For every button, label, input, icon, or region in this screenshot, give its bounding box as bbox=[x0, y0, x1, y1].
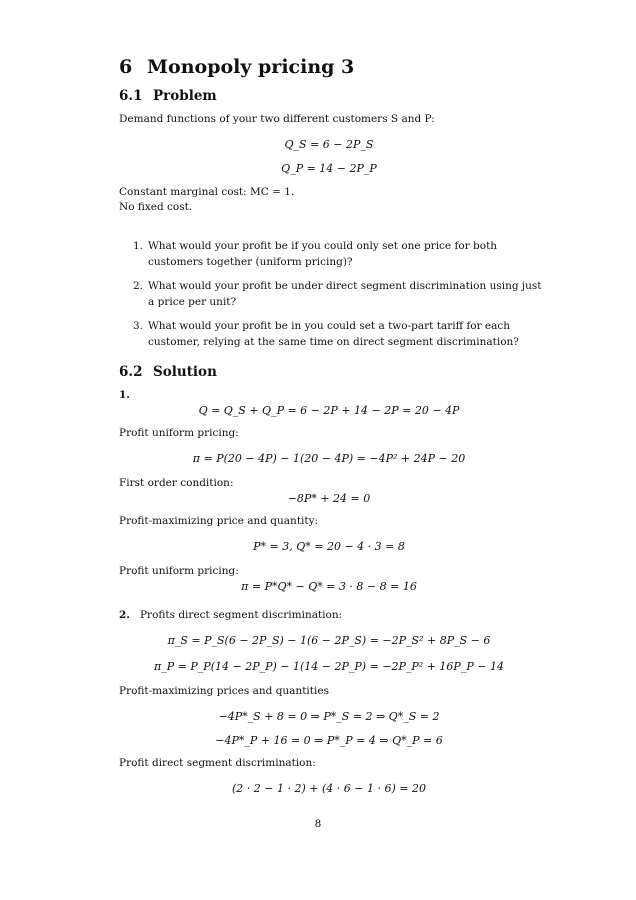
page-number: 8 bbox=[314, 818, 322, 830]
foc-label: First order condition: bbox=[119, 477, 234, 489]
question-number: 2. bbox=[133, 280, 144, 292]
profit-disc-label: Profit direct segment discrimination: bbox=[119, 757, 316, 769]
section-title: Monopoly pricing 3 bbox=[147, 56, 355, 78]
profit-uniform-label-2: Profit uniform pricing: bbox=[119, 565, 239, 577]
question-item bbox=[133, 278, 545, 310]
problem-number: 6.1 bbox=[119, 88, 143, 104]
section-number: 6 bbox=[119, 56, 133, 78]
demand-equation-s: Q_S = 6 − 2P_S bbox=[284, 138, 374, 151]
foc-p-equation: −4P*_P + 16 = 0 ⇒ P*_P = 4 ⇒ Q*_P = 6 bbox=[215, 734, 443, 747]
question-number: 3. bbox=[133, 320, 144, 332]
problem-title: Problem bbox=[153, 88, 217, 104]
question-text: What would your profit be in you could set a two-part tariff for each customer, relying at the same time on direct segment discrimination? bbox=[148, 320, 519, 348]
question-text: What would your profit be if you could only set one price for both customers together (uniform pricing)? bbox=[148, 240, 498, 268]
problem-heading bbox=[119, 88, 217, 104]
question-text: What would your profit be under direct segment discrimination using just a price per unit? bbox=[148, 280, 542, 308]
fixed-cost-text: No fixed cost. bbox=[119, 201, 193, 213]
solution-heading bbox=[119, 364, 217, 380]
foc-equation: −8P* + 24 = 0 bbox=[287, 492, 371, 505]
pmax-equation: P* = 3, Q* = 20 − 4 · 3 = 8 bbox=[253, 540, 405, 553]
pmax-label: Profit-maximizing price and quantity: bbox=[119, 515, 319, 527]
question-item bbox=[133, 318, 545, 350]
question-number: 1. bbox=[133, 240, 144, 252]
part2-label: 2. bbox=[119, 609, 130, 621]
part2-line bbox=[119, 608, 342, 623]
profit-value-equation: π = P*Q* − Q* = 3 · 8 − 8 = 16 bbox=[241, 580, 417, 593]
profit-p-equation: π_P = P_P(14 − 2P_P) − 1(14 − 2P_P) = −2P_P² + 16P_P − 14 bbox=[154, 660, 504, 673]
demand-equation-p: Q_P = 14 − 2P_P bbox=[281, 162, 377, 175]
marginal-cost-text: Constant marginal cost: MC = 1. bbox=[119, 186, 295, 198]
part2-text: Profits direct segment discrimination: bbox=[139, 609, 343, 621]
profit-s-equation: π_S = P_S(6 − 2P_S) − 1(6 − 2P_S) = −2P_S² + 8P_S − 6 bbox=[167, 634, 491, 647]
foc-s-equation: −4P*_S + 8 = 0 ⇒ P*_S = 2 ⇒ Q*_S = 2 bbox=[218, 710, 440, 723]
solution-title: Solution bbox=[153, 364, 217, 380]
profit-uniform-equation: π = P(20 − 4P) − 1(20 − 4P) = −4P² + 24P − 20 bbox=[192, 452, 466, 465]
section-heading bbox=[119, 56, 354, 78]
solution-number: 6.2 bbox=[119, 364, 143, 380]
pmax2-label: Profit-maximizing prices and quantities bbox=[119, 685, 329, 697]
total-demand-equation: Q = Q_S + Q_P = 6 − 2P + 14 − 2P = 20 − 4P bbox=[198, 404, 460, 417]
problem-intro: Demand functions of your two different customers S and P: bbox=[119, 113, 435, 125]
part1-label: 1. bbox=[119, 389, 130, 401]
question-item bbox=[133, 238, 545, 270]
profit-disc-equation: (2 · 2 − 1 · 2) + (4 · 6 − 1 · 6) = 20 bbox=[232, 782, 426, 795]
profit-uniform-label: Profit uniform pricing: bbox=[119, 427, 239, 439]
